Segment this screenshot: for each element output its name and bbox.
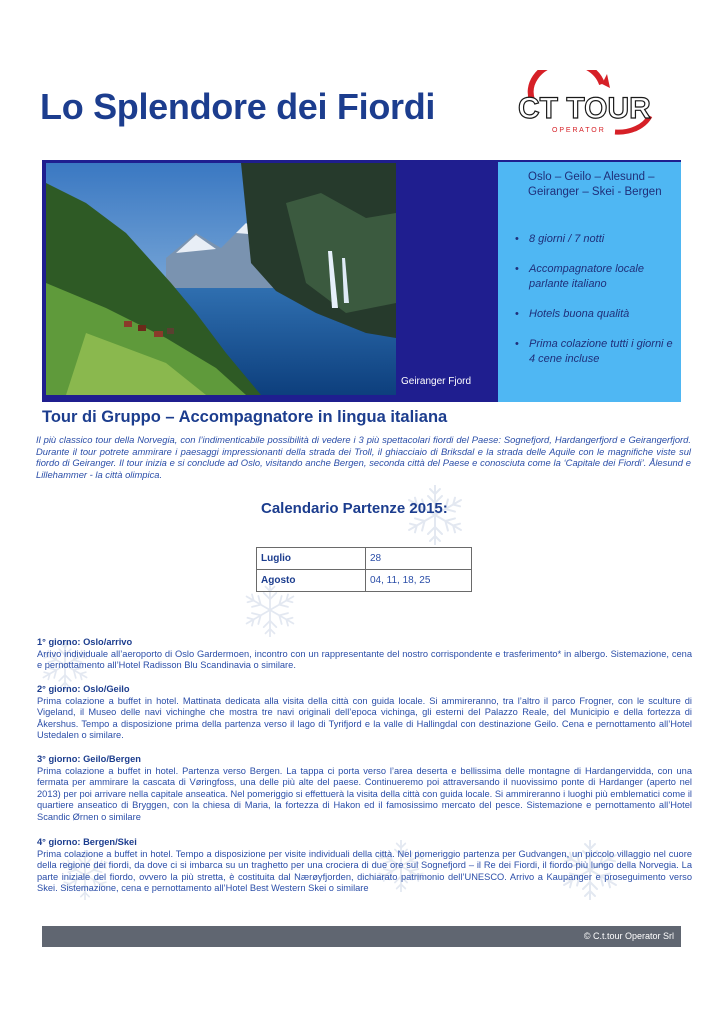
feature-item: • Prima colazione tutti i giorni e 4 cene incluse — [515, 337, 680, 367]
month-cell: Agosto — [257, 570, 366, 592]
day-heading: 4° giorno: Bergen/Skei — [37, 837, 137, 847]
company-logo — [510, 70, 690, 140]
section-subtitle: Tour di Gruppo – Accompagnatore in lingua italiana — [42, 408, 448, 426]
logo-text: CT TOUR — [518, 92, 651, 125]
dates-cell: 04, 11, 18, 25 — [366, 570, 472, 592]
dates-cell: 28 — [366, 548, 472, 570]
day-text: Prima colazione a buffet in hotel. Mattinata dedicata alla visita della città con guida locale. Si ammireranno, tra l’altro il parco Frogner, con le sculture di Vigeland, il Museo delle navi vichinghe che mostra tre navi originali dell’epoca vichinga, gli esterni del Palazzo Reale, del Municipio e della fortezza di Åkershus. Tempo a disposizione prima della partenza verso il lago di Tyrifjord e la valle di Hallingdal con destinazione Geilo. Cena e pernottamento all’Hotel Ustedalen o similare. — [37, 695, 692, 741]
table-row — [257, 548, 472, 570]
feature-item: • Hotels buona qualità — [515, 307, 680, 322]
month-cell: Luglio — [257, 548, 366, 570]
intro-paragraph: Il più classico tour della Norvegia, con l’indimenticabile possibilità di vedere i 3 più spettacolari fiordi del Paese: Sognefjord, Hardangerfjord e Geirangerfjord. Durante il tour potrete ammirare i paesaggi impressionanti della strada dei Troll, il ghiacciaio di Briksdal e la strada delle Aquile con le magnifiche viste sul fiordo di Geiranger. Il tour inizia e si conclude ad Oslo, visitando anche Bergen, seconda città del Paese e conosciuta come la ‘Capitale dei Fiordi’. Ålesund e Lillehammer - la città olimpica. — [36, 434, 691, 480]
page-title: Lo Splendore dei Fiordi — [40, 86, 436, 127]
day-heading: 3° giorno: Geilo/Bergen — [37, 754, 141, 764]
feature-item: • 8 giorni / 7 notti — [515, 232, 680, 247]
tour-features — [515, 232, 680, 382]
logo-subtext: O P E R A T O R — [552, 127, 604, 134]
itinerary-day — [37, 837, 692, 895]
tour-route: Oslo – Geilo – Alesund – Geiranger – Skei - Bergen — [528, 171, 662, 198]
fjord-photo — [46, 163, 396, 395]
copyright-text: © C.t.tour Operator Srl — [583, 931, 674, 941]
feature-item: • Accompagnatore locale parlante italiano — [515, 262, 680, 292]
departure-calendar — [256, 547, 472, 592]
day-heading: 2° giorno: Oslo/Geilo — [37, 684, 130, 694]
day-text: Prima colazione a buffet in hotel. Partenza verso Bergen. La tappa ci porta verso l’area deserta e bellissima delle montagne di Hardangervidda, con una fermata per ammirare la cascata di Vøringfoss, una delle più alte del paese. Continueremo poi attraversando il nuovissimo ponte di Hardanger (aperto nel 2013) per poi arrivare nella capitale anseatica. Nel pomeriggio si effettuerà la visita della città con guida locale. Si ammireranno i luoghi più emblematici come il quartiere anseatico di Bryggen, con la chiesa di Maria, la fortezza di Hakon ed il famosissimo mercato del pesce. Sistemazione e pernottamento all’Hotel Scandic Ørnen o similare — [37, 765, 692, 822]
day-heading: 1° giorno: Oslo/arrivo — [37, 637, 133, 647]
itinerary-day — [37, 754, 692, 824]
itinerary-day — [37, 684, 692, 742]
day-text: Prima colazione a buffet in hotel. Tempo a disposizione per visite individuali della città. Nel pomeriggio partenza per Gudvangen, un piccolo villaggio nel cuore della regione dei fiordi, da dove ci si imbarca su un traghetto per una crociera di due ore sul Sognefjord – il Re dei Fiordi, il fiordo più lungo della Norvegia. La parte iniziale del fiordo, ovvero la più stretta, è costituita dal Nærøyfjorden, dichiarato patrimonio dell’UNESCO. Arrivo a Kaupanger e proseguimento verso Skei. Sistemazione, cena e pernottamento all’Hotel Best Western Skei o similare — [37, 848, 692, 894]
itinerary-day — [37, 637, 692, 672]
calendar-title: Calendario Partenze 2015: — [261, 500, 448, 517]
table-row — [257, 570, 472, 592]
day-text: Arrivo individuale all’aeroporto di Oslo Gardermoen, incontro con un rappresentante del nostro corrispondente e trasferimento* in albergo. Sistemazione, cena e pernottamento all’Hotel Radisson Blu Scandinavia o similare. — [37, 648, 692, 671]
photo-caption: Geiranger Fjord — [401, 376, 472, 387]
